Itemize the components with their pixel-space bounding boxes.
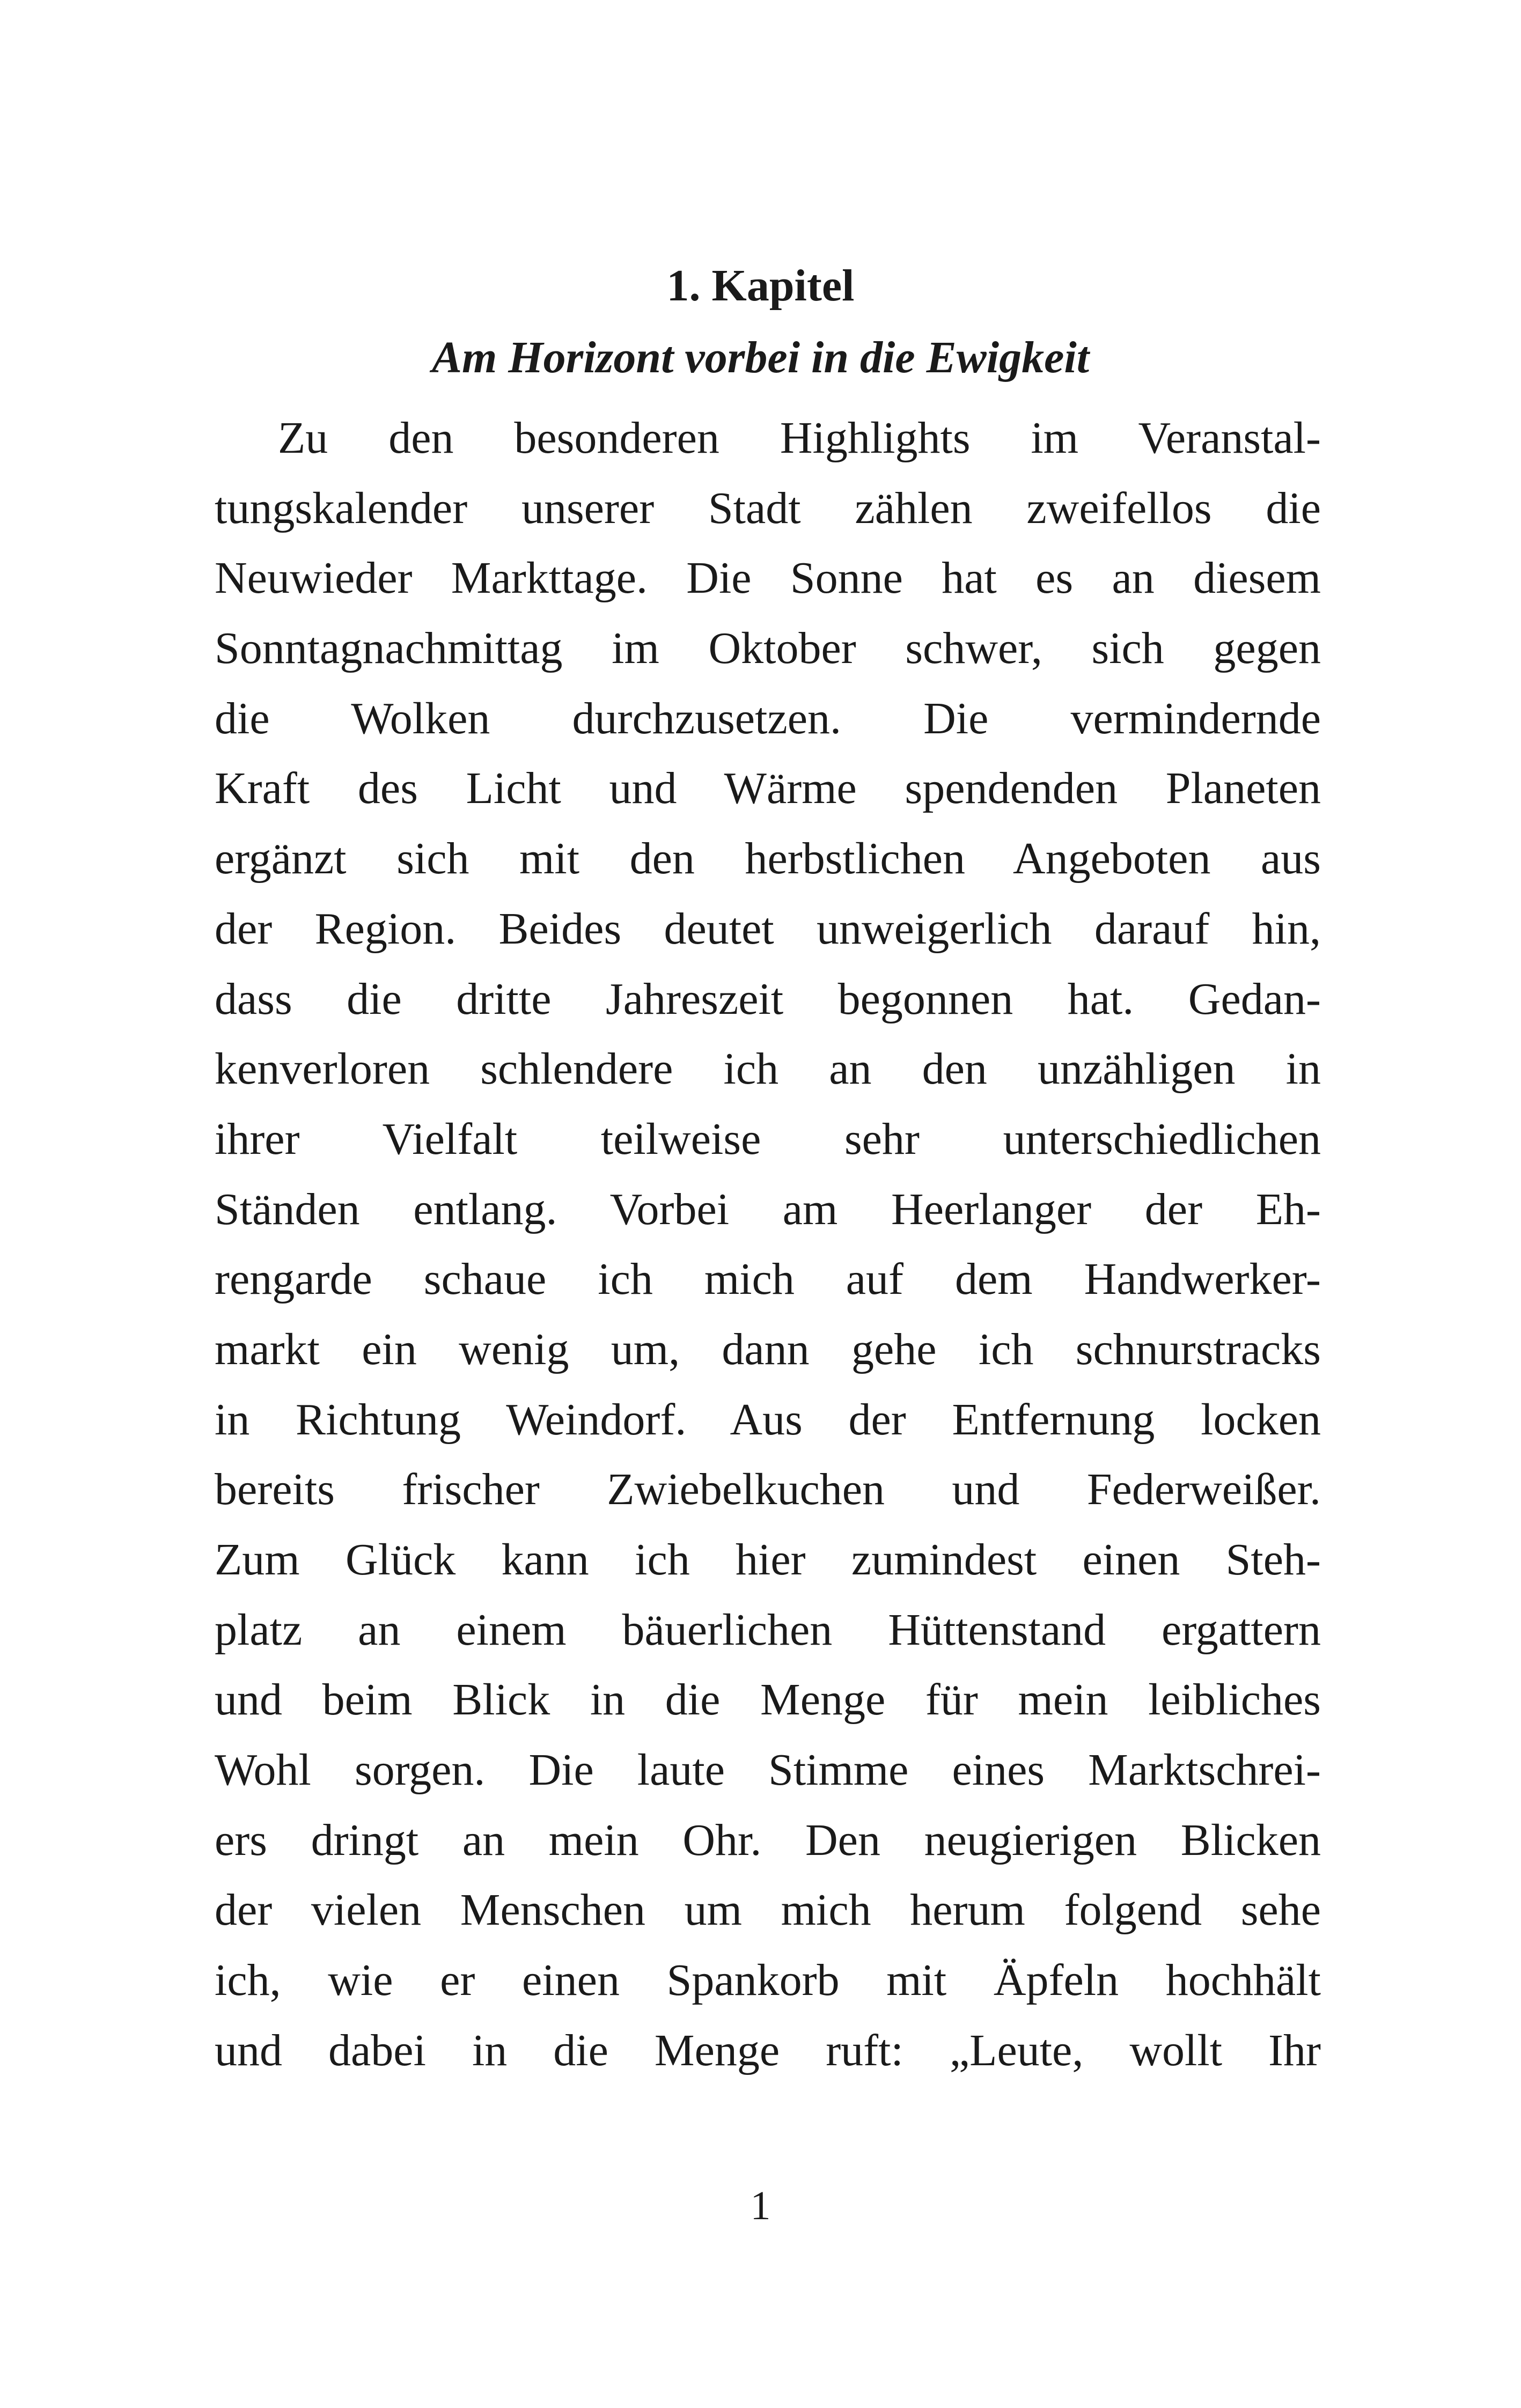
text-line: kenverloren schlendere ich an den unzähligen in <box>215 1044 1321 1094</box>
text-line: ers dringt an mein Ohr. Den neugierigen Blicken <box>215 1815 1321 1865</box>
text-line: tungskalender unserer Stadt zählen zweifellos die <box>215 483 1321 533</box>
text-line: markt ein wenig um, dann gehe ich schnurstracks <box>215 1324 1321 1374</box>
text-line: Zu den besonderen Highlights im Veranstal- <box>278 413 1321 463</box>
text-line: bereits frischer Zwiebelkuchen und Federweißer. <box>215 1464 1321 1515</box>
chapter-number: 1. Kapitel <box>666 261 855 311</box>
text-line: und dabei in die Menge ruft: „Leute, wollt Ihr <box>215 2025 1321 2075</box>
text-line: Wohl sorgen. Die laute Stimme eines Marktschrei- <box>215 1745 1321 1795</box>
text-line: die Wolken durchzusetzen. Die vermindernde <box>215 693 1321 743</box>
text-line: Sonntagnachmittag im Oktober schwer, sich gegen <box>215 623 1321 674</box>
text-line: rengarde schaue ich mich auf dem Handwerker- <box>215 1254 1321 1305</box>
text-line: und beim Blick in die Menge für mein leibliches <box>215 1675 1321 1725</box>
chapter-title: Am Horizont vorbei in die Ewigkeit <box>431 333 1090 382</box>
text-line: der vielen Menschen um mich herum folgend sehe <box>215 1885 1321 1935</box>
text-line: in Richtung Weindorf. Aus der Entfernung locken <box>215 1394 1321 1445</box>
page-number: 1 <box>750 2183 771 2228</box>
text-line: der Region. Beides deutet unweigerlich darauf hin, <box>215 903 1321 954</box>
body-text <box>215 403 1321 2086</box>
text-line: platz an einem bäuerlichen Hüttenstand ergattern <box>215 1604 1321 1655</box>
text-line: dass die dritte Jahreszeit begonnen hat. Gedan- <box>215 974 1321 1024</box>
text-line: ich, wie er einen Spankorb mit Äpfeln hochhält <box>215 1955 1321 2006</box>
text-line: Zum Glück kann ich hier zumindest einen Steh- <box>215 1535 1321 1585</box>
text-line: Kraft des Licht und Wärme spendenden Planeten <box>215 763 1321 814</box>
text-line: Ständen entlang. Vorbei am Heerlanger der Eh- <box>215 1184 1321 1234</box>
text-line: Neuwieder Markttage. Die Sonne hat es an diesem <box>215 553 1321 603</box>
text-line: ihrer Vielfalt teilweise sehr unterschiedlichen <box>215 1114 1321 1164</box>
text-line: ergänzt sich mit den herbstlichen Angeboten aus <box>215 834 1321 884</box>
